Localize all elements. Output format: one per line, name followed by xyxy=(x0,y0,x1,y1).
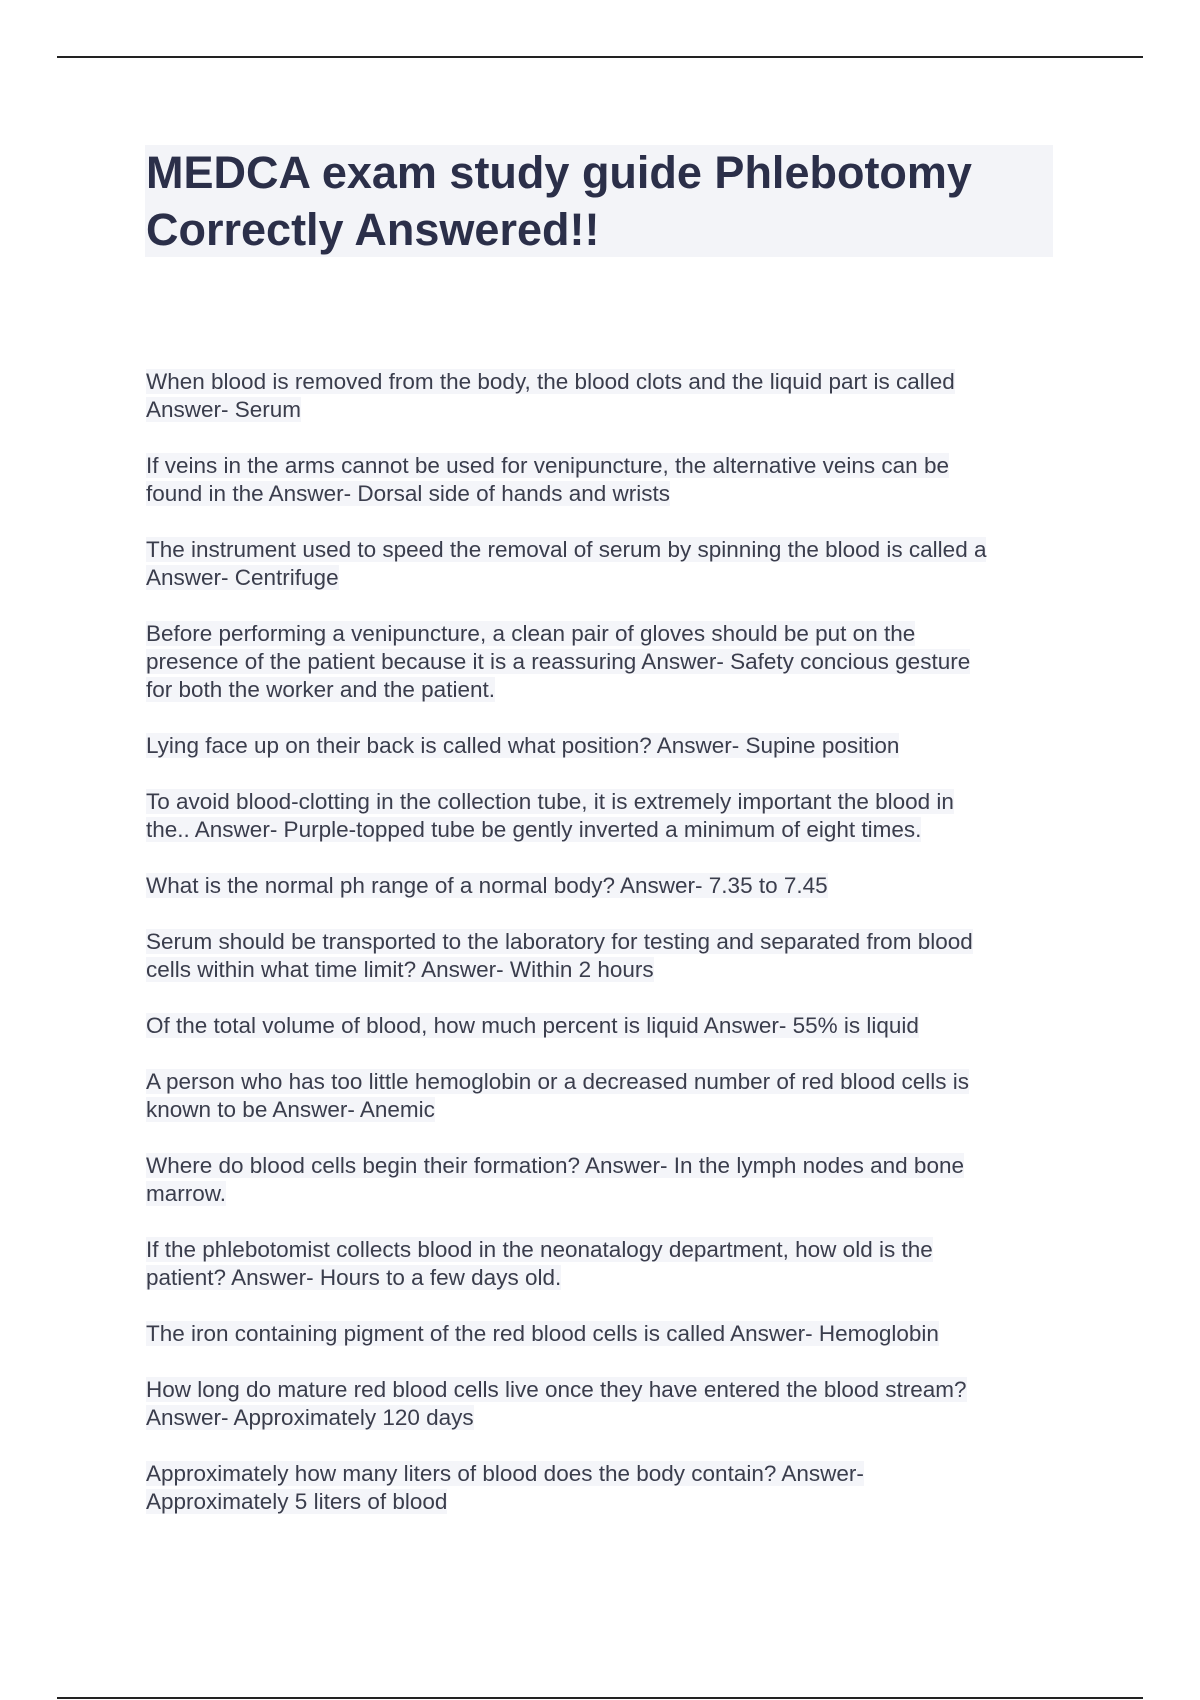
qa-item-7 xyxy=(146,872,1066,900)
qa-item-6 xyxy=(146,788,1066,844)
top-rule xyxy=(57,56,1143,58)
qa-text: What is the normal ph range of a normal body? Answer- 7.35 to 7.45 xyxy=(146,873,828,898)
qa-item-8 xyxy=(146,928,1066,984)
qa-text: If veins in the arms cannot be used for venipuncture, the alternative veins can be found in the Answer- Dorsal side of hands and wrists xyxy=(146,453,949,506)
qa-item-9 xyxy=(146,1012,1066,1040)
qa-item-4 xyxy=(146,620,1066,704)
qa-item-15 xyxy=(146,1460,1066,1516)
qa-text: Where do blood cells begin their formation? Answer- In the lymph nodes and bone marrow. xyxy=(146,1153,964,1206)
qa-item-14 xyxy=(146,1376,1066,1432)
question-answer-list xyxy=(146,368,1066,1544)
qa-text: If the phlebotomist collects blood in the neonatalogy department, how old is the patient? Answer- Hours to a few days old. xyxy=(146,1237,933,1290)
qa-text: Of the total volume of blood, how much percent is liquid Answer- 55% is liquid xyxy=(146,1013,919,1038)
qa-item-13 xyxy=(146,1320,1066,1348)
qa-item-3 xyxy=(146,536,1066,592)
qa-text: Approximately how many liters of blood does the body contain? Answer- Approximately 5 liters of blood xyxy=(146,1461,864,1514)
qa-item-2 xyxy=(146,452,1066,508)
qa-item-12 xyxy=(146,1236,1066,1292)
qa-text: When blood is removed from the body, the blood clots and the liquid part is called Answer- Serum xyxy=(146,369,955,422)
bottom-rule xyxy=(57,1697,1143,1699)
qa-item-5 xyxy=(146,732,1066,760)
qa-item-10 xyxy=(146,1068,1066,1124)
qa-text: To avoid blood-clotting in the collection tube, it is extremely important the blood in the.. Answer- Purple-topped tube be gently inverted a minimum of eight times. xyxy=(146,789,954,842)
qa-text: The iron containing pigment of the red blood cells is called Answer- Hemoglobin xyxy=(146,1321,939,1346)
qa-text: The instrument used to speed the removal of serum by spinning the blood is called a Answer- Centrifuge xyxy=(146,537,987,590)
qa-item-1 xyxy=(146,368,1066,424)
qa-item-11 xyxy=(146,1152,1066,1208)
qa-text: Before performing a venipuncture, a clean pair of gloves should be put on the presence of the patient because it is a reassuring Answer- Safety concious gesture for both the worker and the patient. xyxy=(146,621,971,702)
qa-text: Lying face up on their back is called what position? Answer- Supine position xyxy=(146,733,900,758)
qa-text: Serum should be transported to the laboratory for testing and separated from blood cells within what time limit? Answer- Within 2 hours xyxy=(146,929,973,982)
qa-text: A person who has too little hemoglobin or a decreased number of red blood cells is known to be Answer- Anemic xyxy=(146,1069,969,1122)
qa-text: How long do mature red blood cells live once they have entered the blood stream? Answer- Approximately 120 days xyxy=(146,1377,967,1430)
document-title: MEDCA exam study guide Phlebotomy Correctly Answered!! xyxy=(146,147,972,255)
